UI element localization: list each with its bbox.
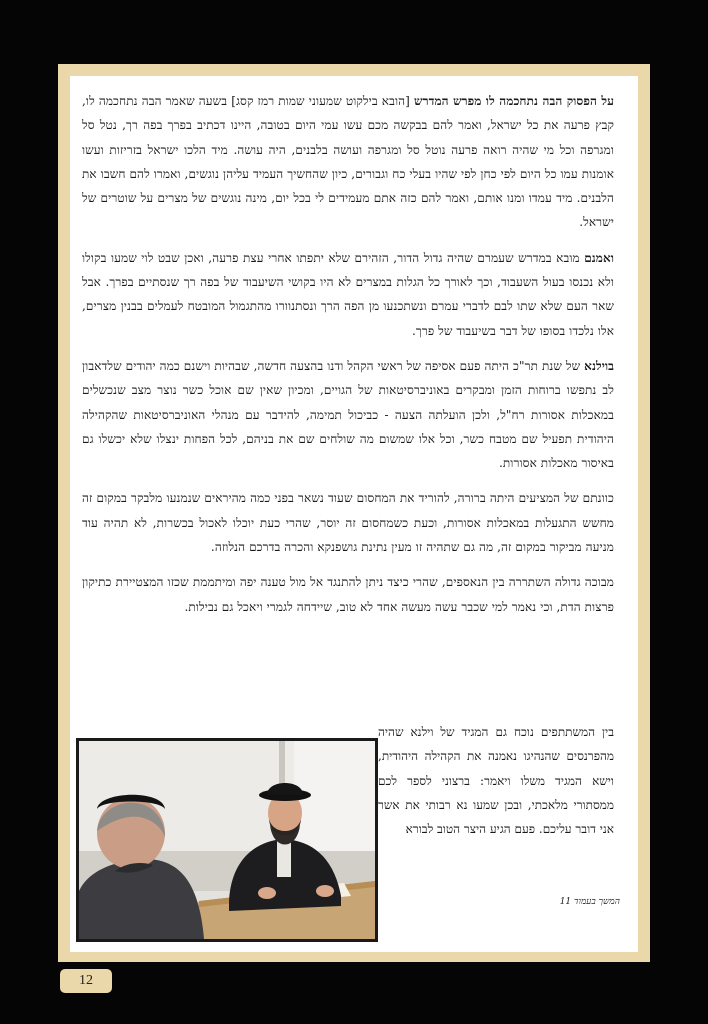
paragraph-lead: על הפסוק הבה נתחכמה לו מפרש המדרש [414, 94, 615, 108]
article-text [82, 89, 614, 630]
paragraph-lead: ואמנם [584, 250, 614, 265]
article-photo [76, 738, 378, 942]
side-paragraph: בין המשתתפים נוכח גם המגיד של וילנא שהיה מהפרנסים שהנהיגו נאמנה את הקהילה היהודית, וישא המגיד משלו ויאמר: ברצוני לספר לכם ממסתורי מלאכתי, ובכן שמעו נא רבותי את אשר אני דובר עליכם. פעם הגיע היצר הטוב לבורא [378, 725, 614, 837]
paragraph-5 [82, 570, 614, 619]
continued-note: המשך בעמוד 11 [559, 897, 620, 907]
paragraph-text: כוונתם של המציעים היתה ברורה, להוריד את המחסום שעוד נשאר בפני כמה מהיראים שנמנעו מלבקר במקום זה מחשש התגעלות במאכלות אסורות, וכעת כשמחסום זה יוסר, שהרי כעת יוכלו לאכול בכשרות, לא תהיה עוד מניעה מביקור במקום זה, מה גם שתהיה זו מעין נתינת גושפנקא והכרה בדרכם הנלוזה. [82, 491, 614, 555]
paragraph-text: [הובא בילקוט שמעוני שמות רמז קסג] בשעה שאמר הבה נתחכמה לו, קבץ פרעה את כל ישראל, ואמר להם בבקשה מכם עשו עמי היום בטובה, היינו דכתיב בפרך בפה רך, נטל סל ומגרפה וכל מי שהיה רואה פרעה נוטל סל ומגרפה ועושה בלבנים, היה עושה. מיד הלכו ישראל בזריזות ועשו אומנות עמו כל היום לפי כחן לפי שהיו בעלי כח וגבורים, כיון שהחשיך העמיד עליהן נוגשים, ואמרו להם חשבו את הלבנים. מיד עמדו ומנו אותם, ואמר להם כזה אתם מעמידים לי בכל יום, מינה נוגשים של מצרים על שוטרים של ישראל. [82, 94, 614, 230]
paragraph-4 [82, 486, 614, 559]
paragraph-text: מבוכה גדולה השתררה בין הנאספים, שהרי כיצד ניתן להתנגד אל מול טענה יפה ומיתממת שכזו המצטיירת כתיקון פרצות הדת, וכי נאמר למי שכבר עשה מעשה אחד לא טוב, שיידחה לגמרי ויאכל גם נבילות. [82, 575, 614, 614]
paragraph-text: של שנת תר"כ היתה פעם אסיפה של ראשי הקהל ודנו בהצעה חדשה, שבהיות וישנם כמה יהודים שלדאבון לב נתפשו ברוחות הזמן ומבקרים באוניברסיטאות של הגויים, ומכיון שאין שם אוכל כשר נוצר מצב שנכשלים במאכלות אסורות רח"ל, ולכן הועלתה הצעה - כביכול תמימה, להידבר עם מנהלי האוניברסיטאות שהקהילה היהודית תפעיל שם מטבח כשר, וכל אלו שמשום מה שולחים שם את בניהם, לכל הפחות ינצלו שלא יכשלו גם באיסור מאכלות אסורות. [82, 358, 614, 471]
paragraph-1 [82, 89, 614, 235]
paragraph-3 [82, 354, 614, 475]
paragraph-text: מובא במדרש שעמרם שהיה גדול הדור, הזהירם שלא יתפתו אחרי עצת פרעה, ואכן שבט לוי שמעו בקולו ולא נכנסו בעול השעבוד, וכך לאורך כל הגלות במצרים לא היו בקושי השיעבוד של בפה רך שנסתיים בפרך. אבל שאר העם שלא שתו לבם לדברי עמרם ונשתכנעו מן הפה הרך ונסתנוורו מהתגמול המובטח לעמלים בבנין מצרים, אלו נלכדו בסופו של דבר בשיעבוד של פרך. [82, 250, 614, 338]
paragraph-2 [82, 246, 614, 343]
page-number: 12 [60, 969, 112, 993]
side-column [378, 720, 614, 841]
paragraph-lead: בוילנא [584, 358, 614, 373]
